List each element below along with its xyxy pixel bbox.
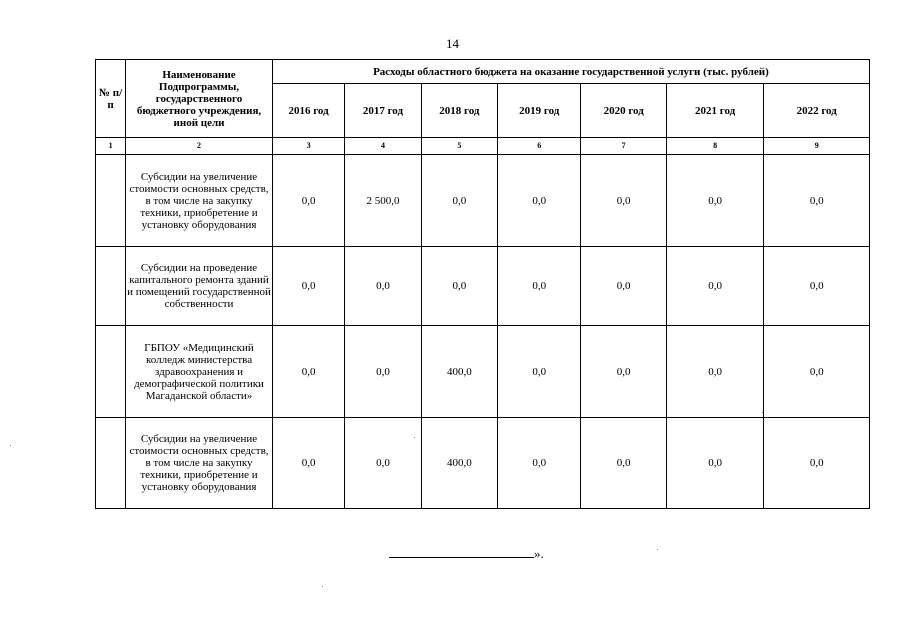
row-value: 0,0 [345,247,421,326]
table-row [96,247,870,326]
row-value: 0,0 [666,247,764,326]
row-value: 0,0 [272,247,344,326]
row-name: Субсидии на увеличение стоимости основных средств, в том числе на закупку техники, приобретение и установку оборудования [126,418,273,509]
row-num [96,418,126,509]
table-row [96,418,870,509]
row-value: 0,0 [764,326,870,418]
row-value: 0,0 [764,247,870,326]
row-value: 0,0 [666,418,764,509]
row-value: 0,0 [421,247,497,326]
column-index: 2 [126,138,273,155]
row-value: 0,0 [764,155,870,247]
row-num [96,247,126,326]
page-number: 14 [446,36,459,51]
column-index: 8 [666,138,764,155]
column-index: 6 [498,138,581,155]
row-value: 0,0 [581,418,666,509]
header-year: 2022 год [764,84,870,138]
scan-speck [10,445,11,446]
row-value: 0,0 [272,418,344,509]
row-value: 0,0 [498,326,581,418]
column-index: 9 [764,138,870,155]
header-expenses: Расходы областного бюджета на оказание государственной услуги (тыс. рублей) [272,60,869,84]
header-row [96,60,870,84]
row-value: 2 500,0 [345,155,421,247]
table-row [96,155,870,247]
row-value: 0,0 [764,418,870,509]
row-value: 0,0 [345,418,421,509]
scan-speck [657,549,658,550]
header-year: 2021 год [666,84,764,138]
row-value: 0,0 [421,155,497,247]
row-name: ГБПОУ «Медицинский колледж министерства здравоохранения и демографической политики Магаданской области» [126,326,273,418]
column-index-row [96,138,870,155]
header-year: 2020 год [581,84,666,138]
row-value: 0,0 [581,326,666,418]
row-num [96,155,126,247]
scan-speck [322,586,323,587]
row-value: 0,0 [272,326,344,418]
column-index: 3 [272,138,344,155]
row-value: 0,0 [498,418,581,509]
header-year: 2016 год [272,84,344,138]
row-value: 0,0 [666,155,764,247]
header-year: 2019 год [498,84,581,138]
row-value: 400,0 [421,418,497,509]
row-value: 0,0 [498,247,581,326]
row-value: 0,0 [581,247,666,326]
header-year: 2017 год [345,84,421,138]
column-index: 1 [96,138,126,155]
scan-speck [762,412,763,413]
row-value: 0,0 [581,155,666,247]
budget-table [95,59,870,509]
row-value: 400,0 [421,326,497,418]
column-index: 5 [421,138,497,155]
row-value: 0,0 [345,326,421,418]
row-name: Субсидии на проведение капитального ремонта зданий и помещений государственной собственности [126,247,273,326]
header-year: 2018 год [421,84,497,138]
header-num: № п/п [96,60,126,138]
column-index: 4 [345,138,421,155]
table-row [96,326,870,418]
blank-underline [389,546,534,558]
column-index: 7 [581,138,666,155]
closing-quote: ». [534,546,544,561]
row-value: 0,0 [666,326,764,418]
scan-speck [414,437,415,438]
row-value: 0,0 [498,155,581,247]
row-value: 0,0 [272,155,344,247]
closing-line [389,546,544,562]
header-name: Наименование Подпрограммы, государственного бюджетного учреждения, иной цели [126,60,273,138]
row-num [96,326,126,418]
row-name: Субсидии на увеличение стоимости основных средств, в том числе на закупку техники, приобретение и установку оборудования [126,155,273,247]
